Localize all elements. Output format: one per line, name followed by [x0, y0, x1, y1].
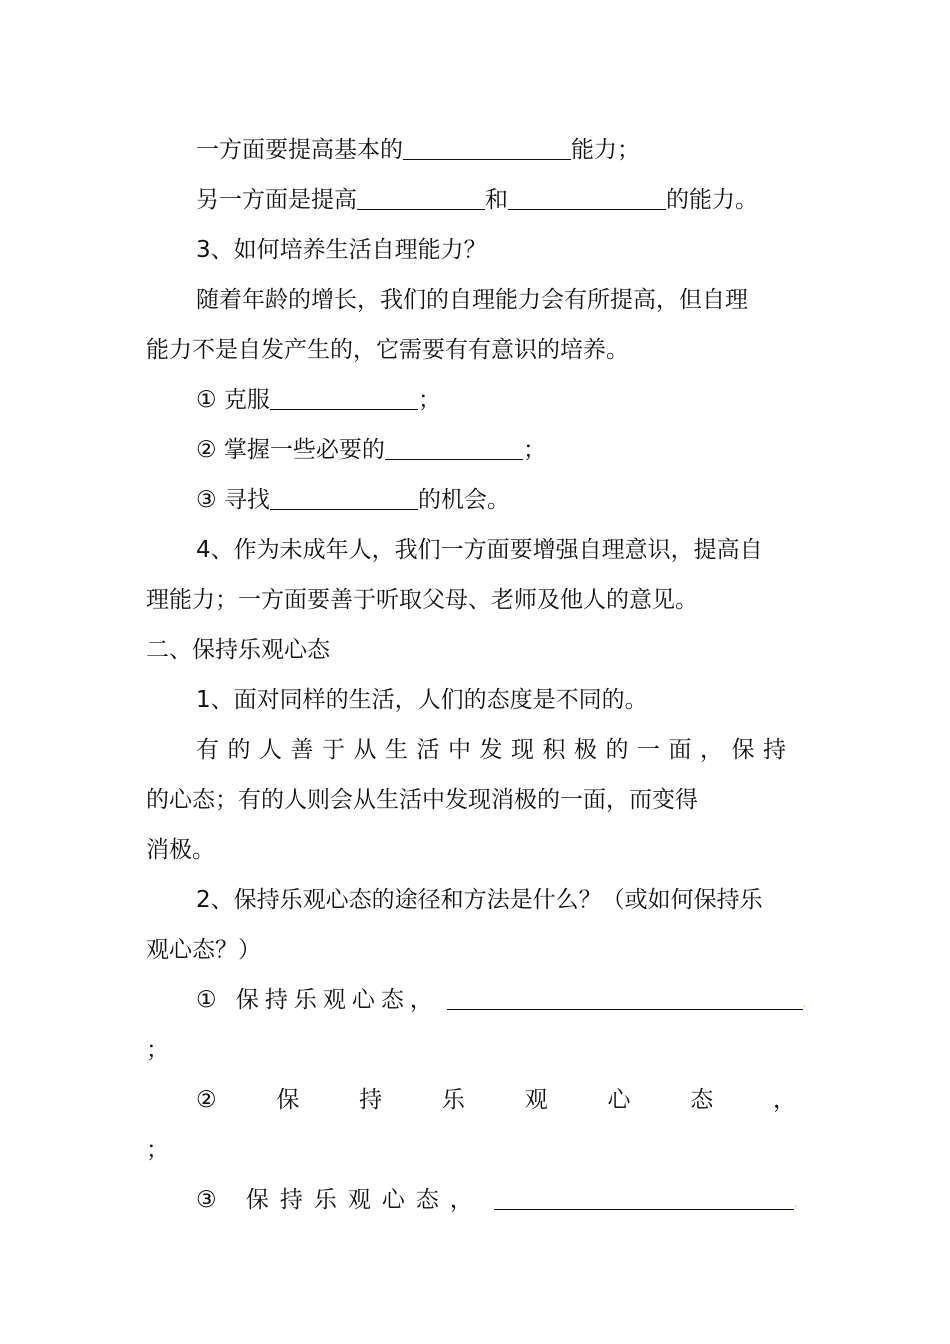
- paragraph-line: 能力不是自发产生的，它需要有有意识的培养。: [146, 337, 629, 363]
- text: ；: [522, 437, 546, 463]
- text: ③ 保持乐观心态，: [196, 1187, 484, 1213]
- method-2: [196, 1085, 796, 1115]
- paragraph-line: 1、面对同样的生活，人们的态度是不同的。: [196, 687, 648, 713]
- text: ① 克服: [196, 387, 270, 413]
- text: 和: [485, 187, 508, 213]
- char: ②: [196, 1087, 217, 1113]
- mark-dot: .: [802, 999, 807, 1010]
- question-3: 3、如何培养生活自理能力？: [196, 237, 487, 263]
- char: 观: [524, 1087, 548, 1113]
- paragraph-line: 消极。: [146, 837, 215, 863]
- punct: ；: [146, 1037, 169, 1063]
- fill-blank[interactable]: [494, 1185, 794, 1210]
- fill-blank[interactable]: [385, 435, 523, 460]
- fill-blank[interactable]: [357, 185, 485, 210]
- mark-dot: .: [793, 1199, 798, 1210]
- method-1: [196, 985, 806, 1020]
- char: 乐: [441, 1087, 465, 1113]
- fill-blank[interactable]: [403, 135, 571, 160]
- char: 持: [359, 1087, 383, 1113]
- text: 的能力。: [666, 187, 758, 213]
- item-2: [196, 435, 806, 465]
- text: 的机会。: [417, 487, 510, 513]
- text: 能力；: [571, 137, 640, 163]
- char: 保: [276, 1087, 300, 1113]
- char: 心: [607, 1087, 631, 1113]
- fill-blank[interactable]: [508, 185, 666, 210]
- paragraph-line: 有的人善于从生活中发现积极的一面，保持: [196, 737, 795, 763]
- section-heading: 二、保持乐观心态: [146, 637, 330, 663]
- item-3: [196, 485, 806, 515]
- line-2: [196, 185, 806, 215]
- paragraph-line: 理能力；一方面要善于听取父母、老师及他人的意见。: [146, 587, 698, 613]
- fill-blank[interactable]: [270, 485, 418, 510]
- paragraph-line: 观心态？）: [146, 937, 261, 963]
- char: 态: [690, 1087, 714, 1113]
- method-3: [196, 1185, 806, 1220]
- punct: ；: [146, 1137, 169, 1163]
- text: ③ 寻找: [196, 487, 270, 513]
- text: 另一方面是提高: [196, 187, 357, 213]
- line-1: [196, 135, 806, 165]
- text: ；: [417, 387, 441, 413]
- paragraph-line: 的心态；有的人则会从生活中发现消极的一面，而变得: [146, 787, 698, 813]
- fill-blank[interactable]: [270, 385, 418, 410]
- question-2: 2、保持乐观心态的途径和方法是什么？（或如何保持乐: [196, 887, 763, 913]
- text: ② 掌握一些必要的: [196, 437, 385, 463]
- fill-blank[interactable]: [447, 985, 803, 1010]
- text: ① 保持乐观心态，: [196, 987, 439, 1013]
- paragraph-line: 4、作为未成年人，我们一方面要增强自理意识，提高自: [196, 537, 763, 563]
- item-1: [196, 385, 806, 415]
- text: 一方面要提高基本的: [196, 137, 403, 163]
- paragraph-line: 随着年龄的增长，我们的自理能力会有所提高，但自理: [196, 287, 748, 313]
- char: ，: [772, 1087, 796, 1113]
